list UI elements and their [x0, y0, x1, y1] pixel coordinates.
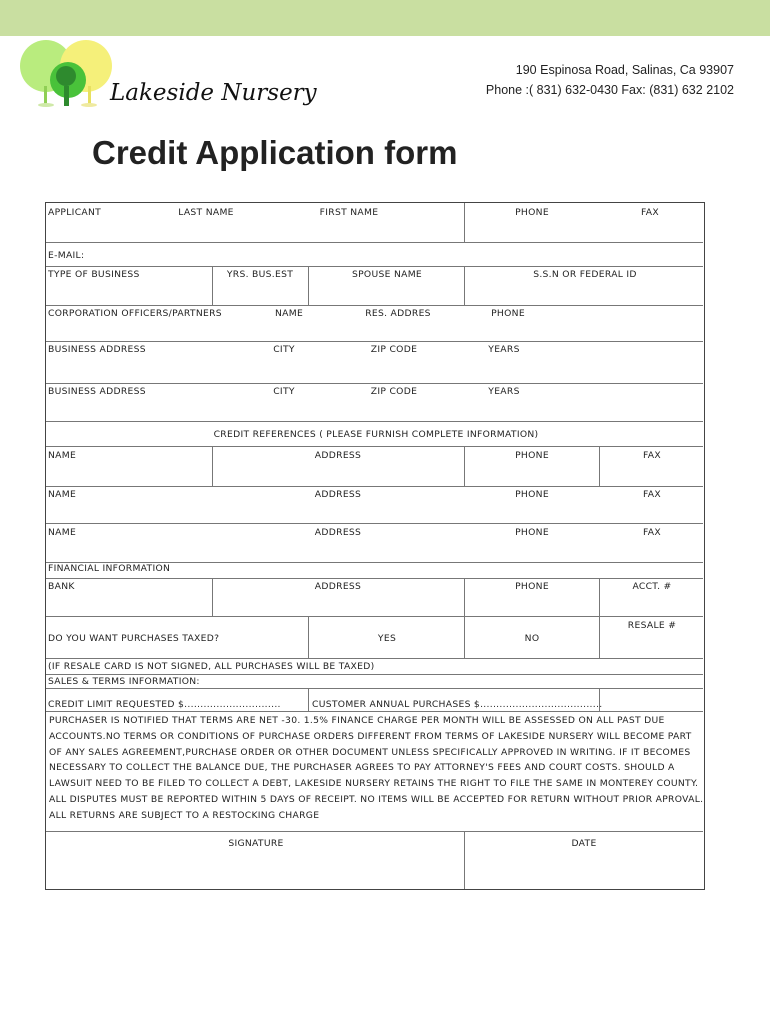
ref-name-label: NAME	[48, 450, 77, 461]
nursery-trees-logo	[16, 36, 116, 112]
ref-phone-label: PHONE	[515, 450, 549, 461]
zip-code-label-2: ZIP CODE	[370, 386, 418, 397]
customer-annual-purchases: CUSTOMER ANNUAL PURCHASES $......................................	[312, 699, 603, 710]
page-title: Credit Application form	[92, 134, 458, 171]
first-name-label: FIRST NAME	[319, 207, 379, 218]
resale-number-label: RESALE #	[627, 620, 677, 631]
city-label: CITY	[273, 344, 295, 355]
resale-card-note: (IF RESALE CARD IS NOT SIGNED, ALL PURCHASES WILL BE TAXED)	[48, 661, 375, 672]
ref-address-label: ADDRESS	[314, 450, 362, 461]
ssn-label: S.S.N OR FEDERAL ID	[533, 269, 637, 280]
terms-line: ALL DISPUTES MUST BE REPORTED WITHIN 5 DAYS OF RECEIPT. NO ITEMS WILL BE ACCEPTED FOR RETURN WITHOUT PRIOR APROVAL.	[49, 793, 704, 805]
ref-address-label: ADDRESS	[314, 489, 362, 500]
business-address-label-2: BUSINESS ADDRESS	[48, 386, 146, 397]
applicant-phone-label: PHONE	[515, 207, 549, 218]
bank-address-label: ADDRESS	[314, 581, 362, 592]
taxed-no-option: NO	[524, 633, 540, 644]
top-banner	[0, 0, 770, 36]
ref-name-label: NAME	[48, 489, 77, 500]
phone-fax-line: Phone :( 831) 632-0430 Fax: (831) 632 2102	[485, 83, 734, 97]
purchases-taxed-question: DO YOU WANT PURCHASES TAXED?	[48, 633, 220, 644]
years-label-2: YEARS	[488, 386, 520, 397]
applicant-fax-label: FAX	[641, 207, 659, 218]
applicant-label: APPLICANT	[48, 207, 102, 218]
terms-line: OF ANY SALES AGREEMENT,PURCHASE ORDER OR OTHER DOCUMENT UNLESS SPECIFICALLY APPROVED IN WRITING. IF IT BECOMES	[49, 746, 691, 758]
signature-label: SIGNATURE	[228, 838, 284, 849]
ref-fax-label: FAX	[643, 450, 661, 461]
credit-application-form	[45, 202, 705, 890]
years-label: YEARS	[488, 344, 520, 355]
terms-and-conditions	[49, 713, 705, 824]
credit-references-heading: CREDIT REFERENCES ( PLEASE FURNISH COMPLETE INFORMATION)	[213, 429, 539, 440]
residence-address-label: RES. ADDRES	[365, 308, 431, 319]
zip-code-label: ZIP CODE	[370, 344, 418, 355]
city-label-2: CITY	[273, 386, 295, 397]
ref-fax-label: FAX	[643, 527, 661, 538]
email-label: E-MAIL:	[48, 250, 85, 261]
ref-name-label: NAME	[48, 527, 77, 538]
account-number-label: ACCT. #	[632, 581, 672, 592]
corporation-officers-label: CORPORATION OFFICERS/PARTNERS	[48, 308, 222, 319]
bank-phone-label: PHONE	[515, 581, 549, 592]
taxed-yes-option: YES	[377, 633, 397, 644]
terms-line: ACCOUNTS.NO TERMS OR CONDITIONS OF PURCHASE ORDERS DIFFERENT FROM TERMS OF LAKESIDE NURSERY WILL BECOME PART	[49, 730, 692, 742]
years-business-label: YRS. BUS.EST	[226, 269, 294, 280]
last-name-label: LAST NAME	[178, 207, 234, 218]
terms-line: NECESSARY TO COLLECT THE BALANCE DUE, THE PURCHASER AGREES TO PAY ATTORNEY'S FEES AND COURT COSTS. SHOULD A	[49, 762, 675, 774]
business-address-label: BUSINESS ADDRESS	[48, 344, 146, 355]
officer-name-label: NAME	[274, 308, 304, 319]
ref-phone-label: PHONE	[515, 527, 549, 538]
spouse-name-label: SPOUSE NAME	[351, 269, 423, 280]
terms-line: LAWSUIT NEED TO BE FILED TO COLLECT A DEBT, LAKESIDE NURSERY RETAINS THE RIGHT TO FILE THE SAME IN MONTEREY COUNTY.	[49, 778, 699, 790]
brand-name: Lakeside Nursery	[110, 80, 317, 106]
company-address	[486, 60, 734, 100]
terms-line: ALL RETURNS ARE SUBJECT TO A RESTOCKING CHARGE	[49, 809, 320, 821]
date-label: DATE	[571, 838, 597, 849]
officer-phone-label: PHONE	[491, 308, 525, 319]
ref-fax-label: FAX	[643, 489, 661, 500]
terms-line: PURCHASER IS NOTIFIED THAT TERMS ARE NET -30. 1.5% FINANCE CHARGE PER MONTH WILL BE ASSESSED ON ALL PAST DUE	[49, 715, 665, 726]
financial-information-heading: FINANCIAL INFORMATION	[48, 563, 171, 574]
bank-label: BANK	[48, 581, 75, 592]
address-line: 190 Espinosa Road, Salinas, Ca 93907	[515, 63, 734, 77]
credit-limit-requested: CREDIT LIMIT REQUESTED $..............................	[48, 699, 281, 710]
ref-address-label: ADDRESS	[314, 527, 362, 538]
ref-phone-label: PHONE	[515, 489, 549, 500]
type-of-business-label: TYPE OF BUSINESS	[48, 269, 140, 280]
sales-terms-heading: SALES & TERMS INFORMATION:	[48, 676, 200, 687]
